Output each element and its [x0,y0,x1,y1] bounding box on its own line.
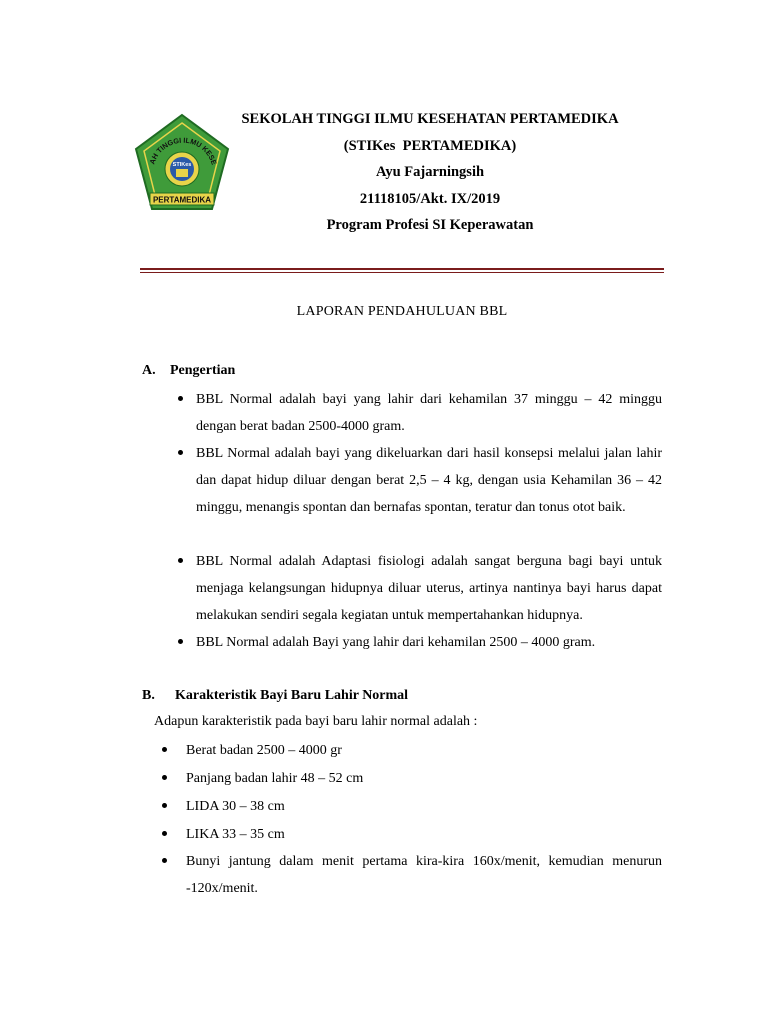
list-item [178,548,662,629]
list-item-text: Berat badan 2500 – 4000 gr [186,743,342,758]
author-name: Ayu Fajarningsih [375,164,485,181]
header-rule-thick [140,268,664,270]
list-item [162,737,662,764]
document-title: LAPORAN PENDAHULUAN BBL [296,304,508,319]
bullet-icon [178,639,183,644]
list-item [162,765,662,792]
list-item-text: BBL Normal adalah Bayi yang lahir dari kehamilan 2500 – 4000 gram. [196,635,596,650]
logo-banner-text: PERTAMEDIKA [152,195,212,205]
program-name: Program Profesi SI Keperawatan [326,217,534,234]
list-item-text: LIDA 30 – 38 cm [186,799,285,814]
bullet-icon [162,775,167,780]
header-rule-thin [140,272,664,273]
list-item [162,793,662,820]
list-item-text: Bunyi jantung dalam menit pertama kira-kira 160x/menit, kemudian menurun -120x/menit. [186,854,662,896]
section-a-letter: A. [142,363,156,378]
logo-ring-text: AH TINGGI ILMU KESE [147,135,219,166]
logo-center-text: STIKes [172,162,192,168]
bullet-icon [162,831,167,836]
bullet-icon [162,747,167,752]
section-b-letter: B. [142,688,155,703]
list-item-text: BBL Normal adalah Adaptasi fisiologi adalah sangat berguna bagi bayi untuk menjaga kelangsungan hidupnya diluar uterus, artinya nantinya bayi harus dapat melakukan sendiri segala kegiatan untuk mempertahankan hidupnya. [196,554,662,623]
section-a-title: Pengertian [170,363,236,378]
section-b-intro: Adapun karakteristik pada bayi baru lahir normal adalah : [154,714,478,729]
list-item [162,848,662,902]
list-item-text: Panjang badan lahir 48 – 52 cm [186,771,364,786]
section-a-heading [142,363,235,379]
list-item [178,629,662,656]
bullet-icon [178,558,183,563]
institution-abbrev: (STIKes PERTAMEDIKA) [343,137,517,154]
institution-header [180,109,680,242]
section-b-title: Karakteristik Bayi Baru Lahir Normal [175,688,409,703]
bullet-icon [162,858,167,863]
bullet-icon [178,450,183,455]
bullet-icon [162,803,167,808]
list-item-text: BBL Normal adalah bayi yang lahir dari kehamilan 37 minggu – 42 minggu dengan berat badan 2500-4000 gram. [196,392,662,434]
list-item [178,440,662,521]
bullet-icon [178,396,183,401]
list-item [178,386,662,440]
student-id: 21118105/Akt. IX/2019 [359,190,501,207]
list-item-text: LIKA 33 – 35 cm [186,827,285,842]
list-item-text: BBL Normal adalah bayi yang dikeluarkan dari hasil konsepsi melalui jalan lahir dan dapat hidup diluar dengan berat 2,5 – 4 kg, dengan usia Kehamilan 36 – 42 minggu, menangis spontan dan bernafas spontan, teratur dan tonus otot baik. [196,446,662,515]
section-b-heading [142,688,408,704]
institution-name: SEKOLAH TINGGI ILMU KESEHATAN PERTAMEDIKA [241,111,619,127]
list-item [162,821,662,848]
